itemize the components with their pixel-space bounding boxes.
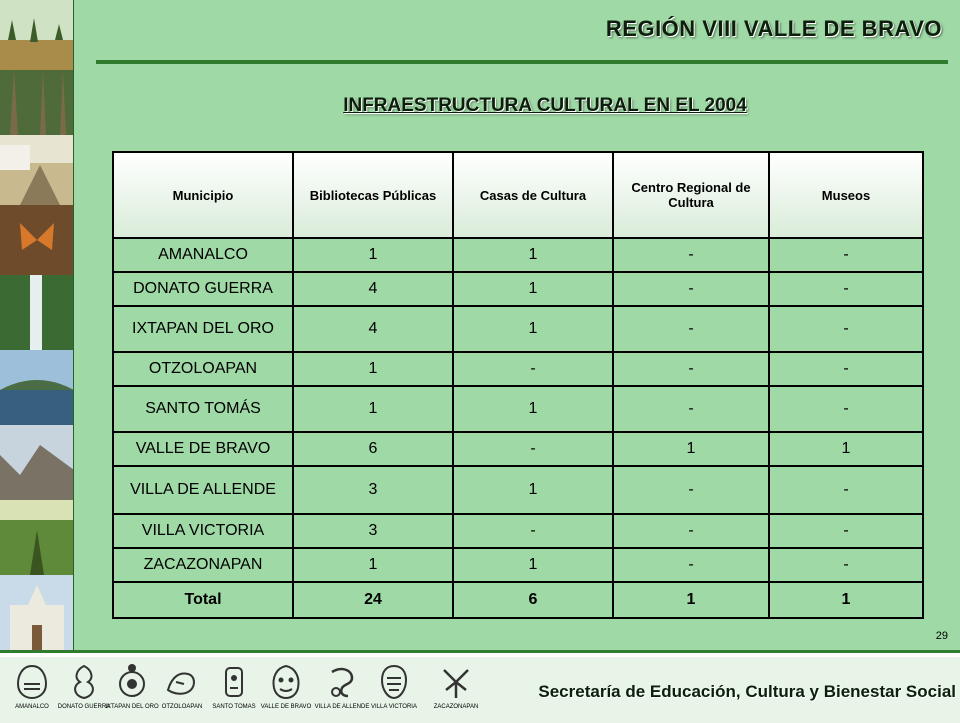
table-row: [113, 514, 923, 548]
cell-municipio: VALLE DE BRAVO: [113, 432, 293, 466]
cell-municipio: IXTAPAN DEL ORO: [113, 306, 293, 352]
secretaria-footer-text: Secretaría de Educación, Cultura y Bienestar Social: [538, 682, 956, 701]
cell-bibliotecas: 1: [293, 548, 453, 582]
villa-victoria-glyph-icon: [374, 662, 414, 702]
table-row: [113, 238, 923, 272]
cell-bibliotecas: 3: [293, 466, 453, 514]
cell-total-museos: 1: [769, 582, 923, 618]
cell-centro: -: [613, 386, 769, 432]
cell-municipio: AMANALCO: [113, 238, 293, 272]
cell-museos: -: [769, 548, 923, 582]
butterfly-photo: [0, 205, 74, 275]
table-header-row: [113, 152, 923, 238]
table-row: [113, 306, 923, 352]
table-row: [113, 352, 923, 386]
table-row: [113, 386, 923, 432]
cell-centro: 1: [613, 432, 769, 466]
ixtapan-glyph-icon: [112, 662, 152, 702]
cell-casas: 1: [453, 466, 613, 514]
donato-guerra-glyph-icon: [64, 662, 104, 702]
cell-total-casas: 6: [453, 582, 613, 618]
cell-centro: -: [613, 238, 769, 272]
table-row: [113, 432, 923, 466]
icon-label: VILLA DE ALLENDE: [314, 704, 370, 710]
municipio-icon-valle-de-bravo: [258, 662, 314, 711]
municipio-icon-santo-tomas: [206, 662, 262, 711]
cell-museos: -: [769, 386, 923, 432]
column-header-museos: Museos: [769, 152, 923, 238]
municipio-icon-villa-victoria: [366, 662, 422, 711]
municipio-icon-ixtapan: [104, 662, 160, 711]
cell-centro: -: [613, 466, 769, 514]
cell-casas: -: [453, 352, 613, 386]
region-title: REGIÓN VIII VALLE DE BRAVO: [605, 16, 942, 41]
icon-label: IXTAPAN DEL ORO: [105, 704, 159, 710]
villa-de-allende-glyph-icon: [322, 662, 362, 702]
valley-photo: [0, 500, 74, 575]
cell-centro: -: [613, 548, 769, 582]
cell-centro: -: [613, 514, 769, 548]
municipio-icon-otzoloapan: [154, 662, 210, 711]
cell-museos: -: [769, 466, 923, 514]
icon-label: VILLA VICTORIA: [371, 704, 417, 710]
cell-casas: -: [453, 432, 613, 466]
cell-bibliotecas: 1: [293, 238, 453, 272]
santo-tomas-glyph-icon: [214, 662, 254, 702]
page-number: 29: [935, 630, 948, 642]
column-header-bibliotecas: Bibliotecas Públicas: [293, 152, 453, 238]
table-row: [113, 272, 923, 306]
canyon-photo: [0, 425, 74, 500]
icon-label: OTZOLOAPAN: [161, 704, 203, 710]
cell-bibliotecas: 4: [293, 272, 453, 306]
slide-title: INFRAESTRUCTURA CULTURAL EN EL 2004: [343, 95, 747, 116]
church-photo: [0, 575, 74, 650]
cell-municipio: SANTO TOMÁS: [113, 386, 293, 432]
column-header-municipio: Municipio: [113, 152, 293, 238]
cell-centro: -: [613, 306, 769, 352]
footer-divider: [0, 653, 960, 657]
cell-municipio: ZACAZONAPAN: [113, 548, 293, 582]
cell-municipio: VILLA VICTORIA: [113, 514, 293, 548]
icon-label: DONATO GUERRA: [57, 704, 111, 710]
zacazonapan-glyph-icon: [436, 662, 476, 702]
cell-casas: 1: [453, 238, 613, 272]
municipio-icon-zacazonapan: [428, 662, 484, 711]
cell-bibliotecas: 1: [293, 352, 453, 386]
cell-centro: -: [613, 272, 769, 306]
cell-casas: 1: [453, 272, 613, 306]
cell-casas: 1: [453, 548, 613, 582]
cell-centro: -: [613, 352, 769, 386]
cell-bibliotecas: 6: [293, 432, 453, 466]
cell-casas: 1: [453, 386, 613, 432]
waterfall-photo: [0, 275, 74, 350]
amanalco-glyph-icon: [12, 662, 52, 702]
icon-label: SANTO TOMAS: [212, 704, 256, 710]
cultural-infrastructure-table: [112, 151, 924, 619]
cell-total-label: Total: [113, 582, 293, 618]
cell-museos: 1: [769, 432, 923, 466]
table-row: [113, 466, 923, 514]
valle-de-bravo-glyph-icon: [266, 662, 306, 702]
municipio-icon-amanalco: [4, 662, 60, 711]
cell-municipio: DONATO GUERRA: [113, 272, 293, 306]
icon-label: VALLE DE BRAVO: [260, 704, 312, 710]
cell-museos: -: [769, 352, 923, 386]
cell-museos: -: [769, 272, 923, 306]
column-header-casas: Casas de Cultura: [453, 152, 613, 238]
cell-museos: -: [769, 514, 923, 548]
table-total-row: [113, 582, 923, 618]
street-photo: [0, 135, 74, 205]
cell-bibliotecas: 4: [293, 306, 453, 352]
cell-total-bibliotecas: 24: [293, 582, 453, 618]
landscape-photo-fields: [0, 0, 74, 70]
icon-label: ZACAZONAPAN: [433, 704, 479, 710]
municipio-icon-villa-de-allende: [314, 662, 370, 711]
otzoloapan-glyph-icon: [162, 662, 202, 702]
icon-label: AMANALCO: [15, 704, 49, 710]
table-row: [113, 548, 923, 582]
cell-museos: -: [769, 238, 923, 272]
cell-bibliotecas: 3: [293, 514, 453, 548]
lake-photo: [0, 350, 74, 425]
header-divider: [96, 60, 948, 64]
cell-museos: -: [769, 306, 923, 352]
cell-casas: -: [453, 514, 613, 548]
cell-casas: 1: [453, 306, 613, 352]
column-header-centro: Centro Regional de Cultura: [613, 152, 769, 238]
cell-total-centro: 1: [613, 582, 769, 618]
cell-municipio: OTZOLOAPAN: [113, 352, 293, 386]
cell-municipio: VILLA DE ALLENDE: [113, 466, 293, 514]
cell-bibliotecas: 1: [293, 386, 453, 432]
